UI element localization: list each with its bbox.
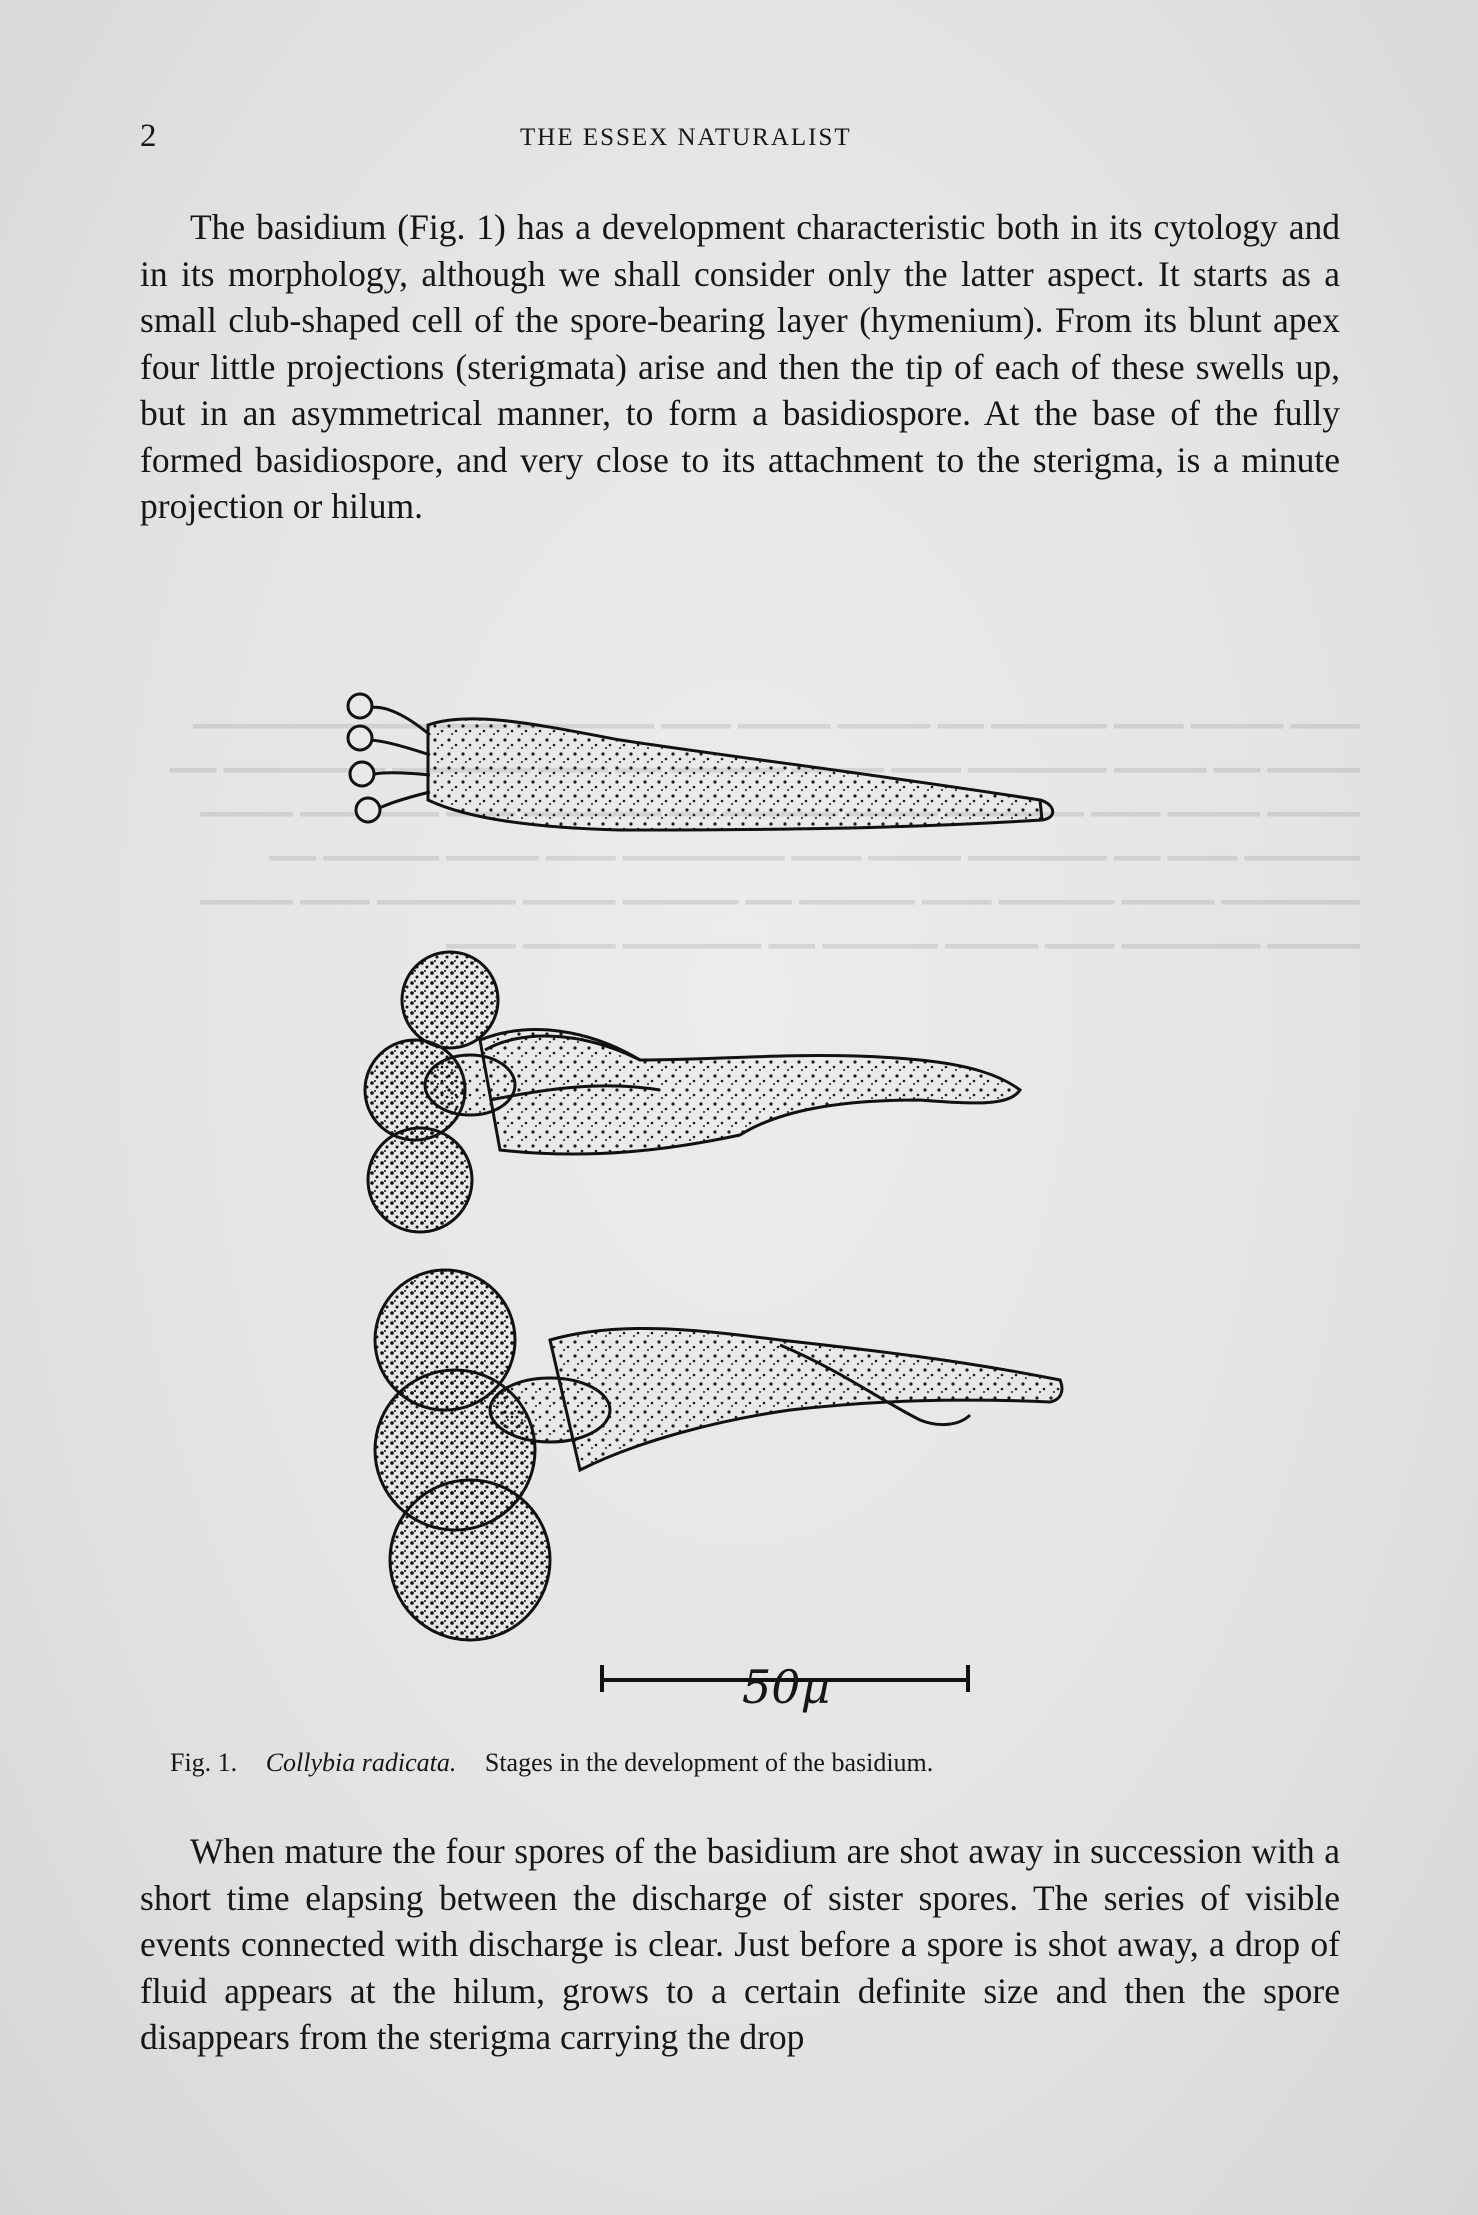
stage-1-young-basidium (348, 694, 1053, 830)
running-title: THE ESSEX NATURALIST (520, 124, 852, 151)
body-paragraph-basidium: The basidium (Fig. 1) has a development characteristic both in its cytology and in its morphology, although we shall consider only the latter aspect. It starts as a small club-shaped cell of the spore-bearing layer (hymenium). From its blunt apex four little projections (sterigmata) arise and then the tip of each of these swells up, but in an asymmetrical manner, to form a basidiospore. At the base of the fully formed basidiospore, and very close to its attachment to the sterigma, is a minute projection or hilum. (140, 207, 1340, 526)
page-number: 2 (140, 118, 157, 154)
page-header (140, 118, 1340, 158)
basidium-figure (320, 680, 1100, 1740)
body-paragraph-discharge: When mature the four spores of the basidium are shot away in succession with a short time elapsing between the discharge of sister spores. The series of visible events connected with discharge is clear. Just before a spore is shot away, a drop of fluid appears at the hilum, grows to a certain definite size and then the spore disappears from the sterigma carrying the drop (140, 1831, 1340, 2057)
stage-3-mature-spores (375, 1270, 1062, 1640)
basidium-illustration (320, 680, 1100, 1740)
show-through-texture: ▁▁▁ ▁▁▁▁ ▁▁▁ ▁▁▁▁▁ ▁▁ ▁▁▁▁ ▁▁▁▁ ▁▁▁ ▁▁▁▁▁▁ ▁▁▁ ▁▁▁ ▁▁▁▁▁▁▁ ▁▁▁▁ ▁▁ ▁▁▁▁ ▁▁▁▁▁▁ ▁▁▁ ▁▁▁▁ ▁▁▁▁▁▁▁ ▁▁ ▁▁▁▁ ▁▁▁▁ ▁▁▁ ▁▁▁▁ ▁▁▁▁▁ ▁▁▁ ▁▁ ▁▁▁▁▁▁ ▁▁▁▁ ▁▁▁ ▁▁▁▁▁▁▁ ▁▁▁ ▁▁▁▁ ▁▁▁▁▁ ▁▁ ▁▁▁▁▁▁ ▁▁▁▁ ▁▁▁▁▁ ▁▁▁ ▁▁▁▁▁ ▁▁ ▁▁▁▁▁ ▁▁▁▁ ▁▁▁▁▁▁ ▁▁▁ ▁▁▁▁ ▁▁▁▁ ▁▁▁▁▁▁ ▁▁▁ ▁▁▁▁ ▁▁▁▁▁ ▁▁ ▁▁▁▁▁▁ ▁▁▁▁ ▁▁▁ (170, 695, 1360, 948)
caption-figure-number: Fig. 1. (170, 1748, 238, 1777)
caption-species-name: Collybia radicata. (265, 1748, 457, 1777)
scale-bar-label: 50µ (742, 1660, 831, 1714)
stage-2-developing-spores (365, 952, 1020, 1232)
caption-description: Stages in the development of the basidium. (484, 1748, 934, 1777)
figure-caption (170, 1748, 1310, 1778)
